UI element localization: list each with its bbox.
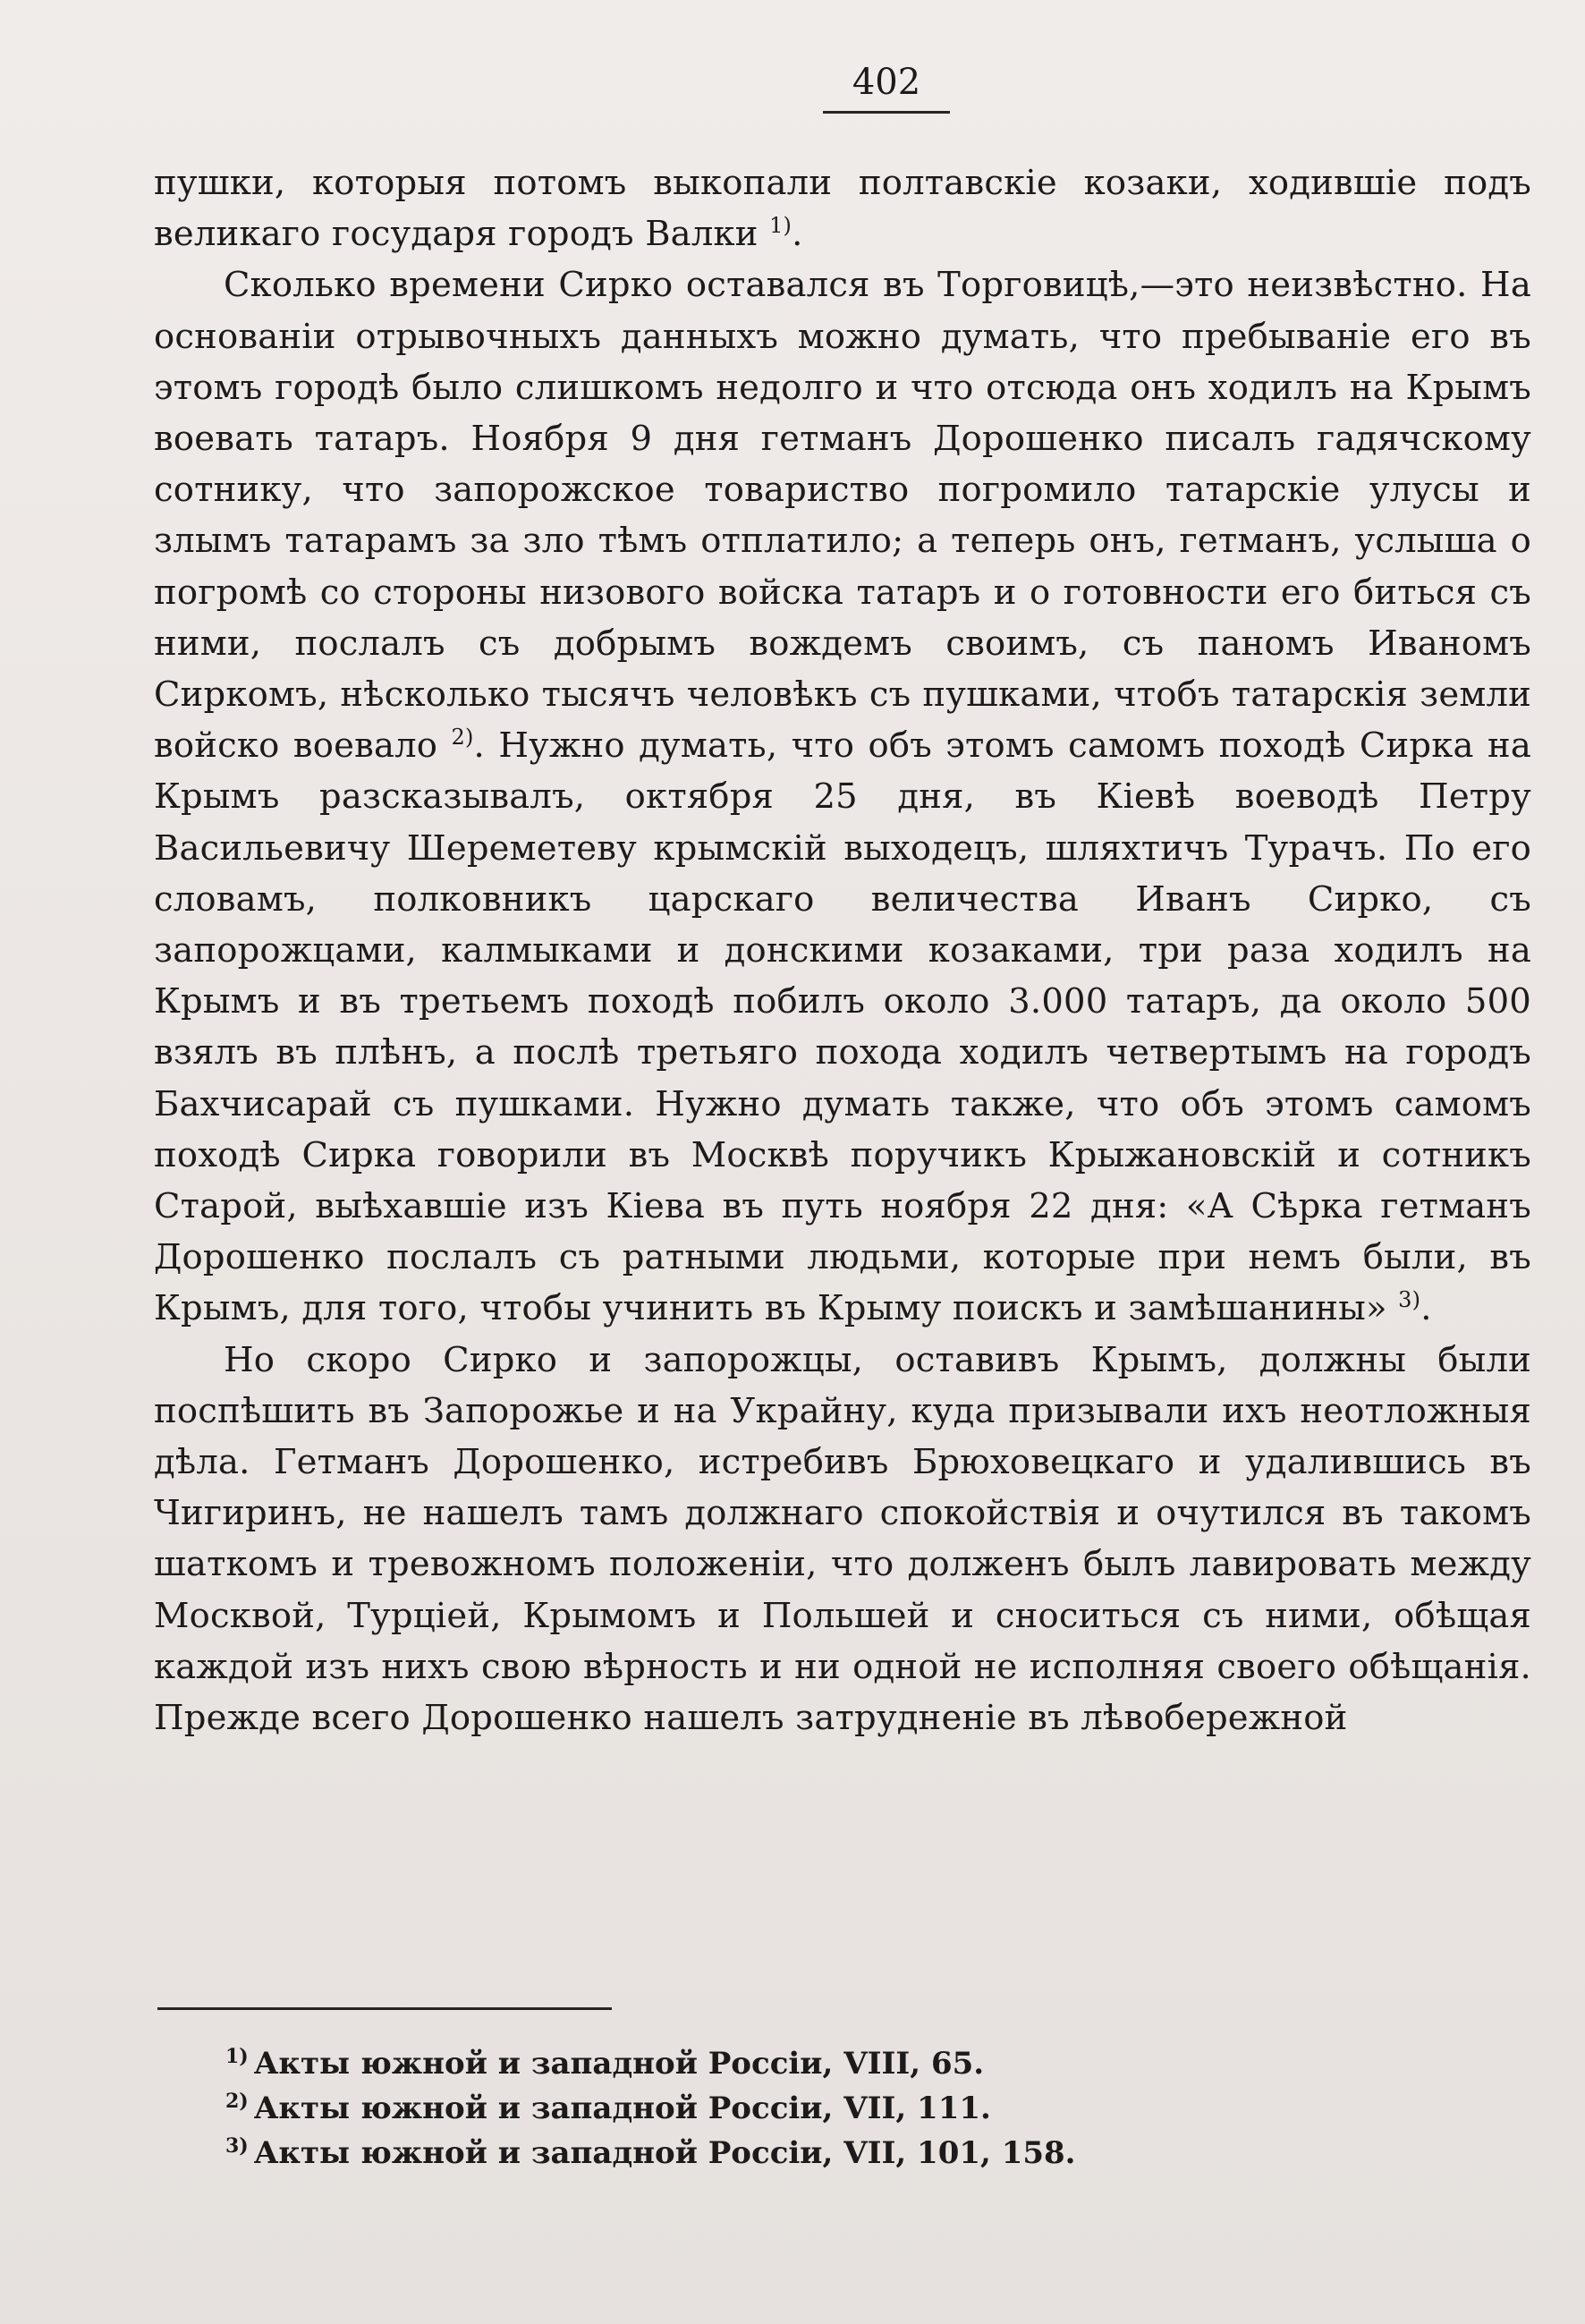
- footnote-3: [225, 2131, 1299, 2176]
- paragraph-1-tail: .: [792, 214, 803, 255]
- footnote-2-text: Акты южной и западной Россіи, VII, 111.: [253, 2091, 991, 2126]
- paragraph-1-text: пушки, которыя потомъ выкопали полтавскіе козаки, ходившіе подъ великаго государя городъ Валки: [154, 163, 1531, 255]
- footnote-3-text: Акты южной и западной Россіи, VII, 101, 158.: [253, 2135, 1076, 2171]
- footnote-rule: [157, 2007, 612, 2010]
- footnote-2: [225, 2086, 1299, 2131]
- paragraph-2-text-b: . Нужно думать, что объ этомъ самомъ походѣ Сирка на Крымъ разсказывалъ, октября 25 дня, въ Кіевѣ воеводѣ Петру Васильевичу Шереметеву крымскій выходецъ, шляхтичъ Турачъ. По его словамъ, полковникъ царскаго величества Иванъ Сирко, съ запорожцами, калмыками и донскими козаками, три раза ходилъ на Крымъ и въ третьемъ походѣ побилъ около 3.000 татаръ, да около 500 взялъ въ плѣнъ, а послѣ третьяго похода ходилъ четвертымъ на городъ Бахчисарай съ пушками. Нужно думать также, что объ этомъ самомъ походѣ Сирка говорили въ Москвѣ поручикъ Крыжановскій и сотникъ Старой, выѣхавшіе изъ Кіева въ путь ноября 22 дня: «А Сѣрка гетманъ Дорошенко послалъ съ ратными людьми, которые при немъ были, въ Крымъ, для того, чтобы учинить въ Крыму поискъ и замѣшанины»: [154, 725, 1531, 1329]
- paragraph-3: [154, 1335, 1531, 1744]
- footnote-1: [225, 2041, 1299, 2086]
- footnote-ref-3: 3): [1398, 1287, 1421, 1313]
- footnotes: [225, 2041, 1299, 2176]
- paragraph-2-text-a: Сколько времени Сирко оставался въ Торговицѣ,—это неизвѣстно. На основаніи отрывочныхъ данныхъ можно думать, что пребываніе его въ этомъ городѣ было слишкомъ недолго и что отсюда онъ ходилъ на Крымъ воевать татаръ. Ноября 9 дня гетманъ Дорошенко писалъ гадячскому сотнику, что запорожское товариство погромило татарскіе улусы и злымъ татарамъ за зло тѣмъ отплатило; а теперь онъ, гетманъ, услыша о погромѣ со стороны низового войска татаръ и о готовности его биться съ ними, послалъ съ добрымъ вождемъ своимъ, съ паномъ Иваномъ Сиркомъ, нѣсколько тысячъ человѣкъ съ пушками, чтобъ татарскія земли войско воевало: [154, 265, 1531, 767]
- paragraph-2-tail: .: [1420, 1288, 1432, 1329]
- paragraph-3-text: Но скоро Сирко и запорожцы, оставивъ Крымъ, должны были поспѣшить въ Запорожье и на Украйну, куда призывали ихъ неотложныя дѣла. Гетманъ Дорошенко, истребивъ Брюховецкаго и удалившись въ Чигиринъ, не нашелъ тамъ должнаго спокойствія и очутился въ такомъ шаткомъ и тревожномъ положеніи, что долженъ былъ лавировать между Москвой, Турціей, Крымомъ и Польшей и сноситься съ ними, обѣщая каждой изъ нихъ свою вѣрность и ни одной не исполняя своего обѣщанія. Прежде всего Дорошенко нашелъ затрудненіе въ лѣвобережной: [154, 1339, 1531, 1739]
- footnote-1-text: Акты южной и западной Россіи, VIII, 65.: [253, 2046, 985, 2082]
- paragraph-2: [154, 259, 1531, 1334]
- page-number: 402: [852, 62, 921, 103]
- footnote-2-mark: 2): [225, 2089, 249, 2113]
- paragraph-1: [154, 157, 1531, 259]
- main-text: [154, 157, 1531, 1743]
- footnote-ref-1: 1): [769, 213, 792, 239]
- page-number-rule: [823, 111, 950, 114]
- footnote-1-mark: 1): [225, 2044, 249, 2068]
- footnote-ref-2: 2): [451, 725, 474, 751]
- footnote-3-mark: 3): [225, 2133, 249, 2158]
